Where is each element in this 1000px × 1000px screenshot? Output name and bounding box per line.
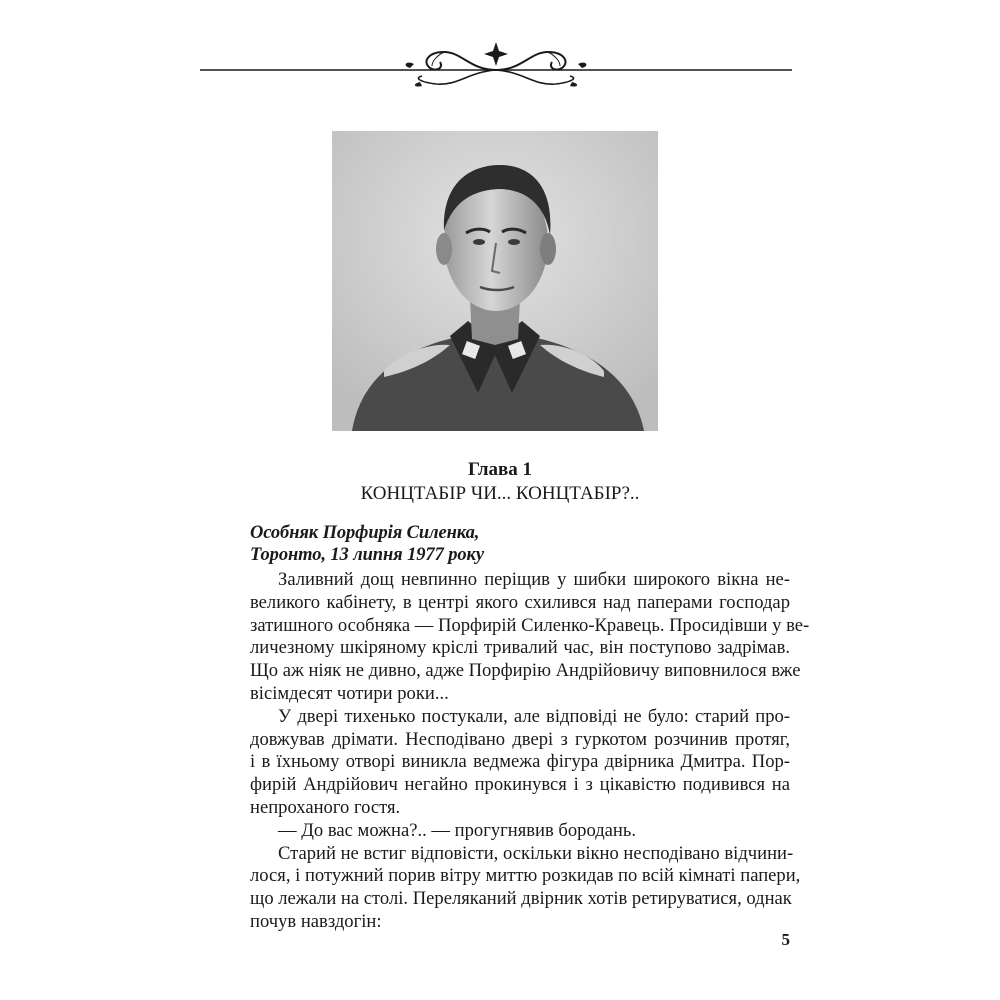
body-line: Заливний дощ невпинно періщив у шибки широкого вікна не- xyxy=(278,569,790,590)
body-line: У двері тихенько постукали, але відповіді не було: старий про- xyxy=(278,705,790,727)
body-line: лося, і потужний порив вітру миттю розкидав по всій кімнаті папери, xyxy=(250,865,801,887)
body-line: Старий не встиг відповісти, оскільки вікно несподівано відчини- xyxy=(278,842,794,864)
body-text xyxy=(250,569,810,934)
chapter-number: Глава 1 xyxy=(467,459,533,480)
body-line: що лежали на столі. Переляканий двірник хотів ретируватися, однак xyxy=(250,888,792,910)
body-line: личезному шкіряному кріслі тривалий час, він поступово задрімав. xyxy=(250,637,790,659)
body-line: фирій Андрійович негайно прокинувся і з цікавістю подивився на xyxy=(250,774,790,796)
body-line: непроханого гостя. xyxy=(250,796,401,818)
body-line: затишного особняка — Порфирій Силенко-Кравець. Просидівши у ве- xyxy=(250,614,810,636)
body-line: почув навздогін: xyxy=(250,910,382,932)
body-line: великого кабінету, в центрі якого схилився над паперами господар xyxy=(250,591,790,613)
body-line: вісімдесят чотири роки... xyxy=(250,682,449,704)
body-line: — До вас можна?.. — прогугнявив бородань. xyxy=(278,819,637,841)
location-line-1: Особняк Порфирія Силенка, xyxy=(250,523,480,543)
portrait-photo xyxy=(332,131,658,431)
body-line: і в їхньому отворі виникла ведмежа фігура двірника Дмитра. Пор- xyxy=(250,751,790,773)
location-line-2: Торонто, 13 липня 1977 року xyxy=(250,545,484,565)
body-line: довжував дрімати. Несподівано двері з гуркотом розчинив протяг, xyxy=(250,728,790,750)
ornament-divider xyxy=(200,38,792,90)
page-number: 5 xyxy=(781,930,790,949)
chapter-title: КОНЦТАБІР ЧИ... КОНЦТАБІР?.. xyxy=(360,483,640,504)
body-line: Що аж ніяк не дивно, адже Порфирію Андрійовичу виповнилося вже xyxy=(250,660,801,682)
